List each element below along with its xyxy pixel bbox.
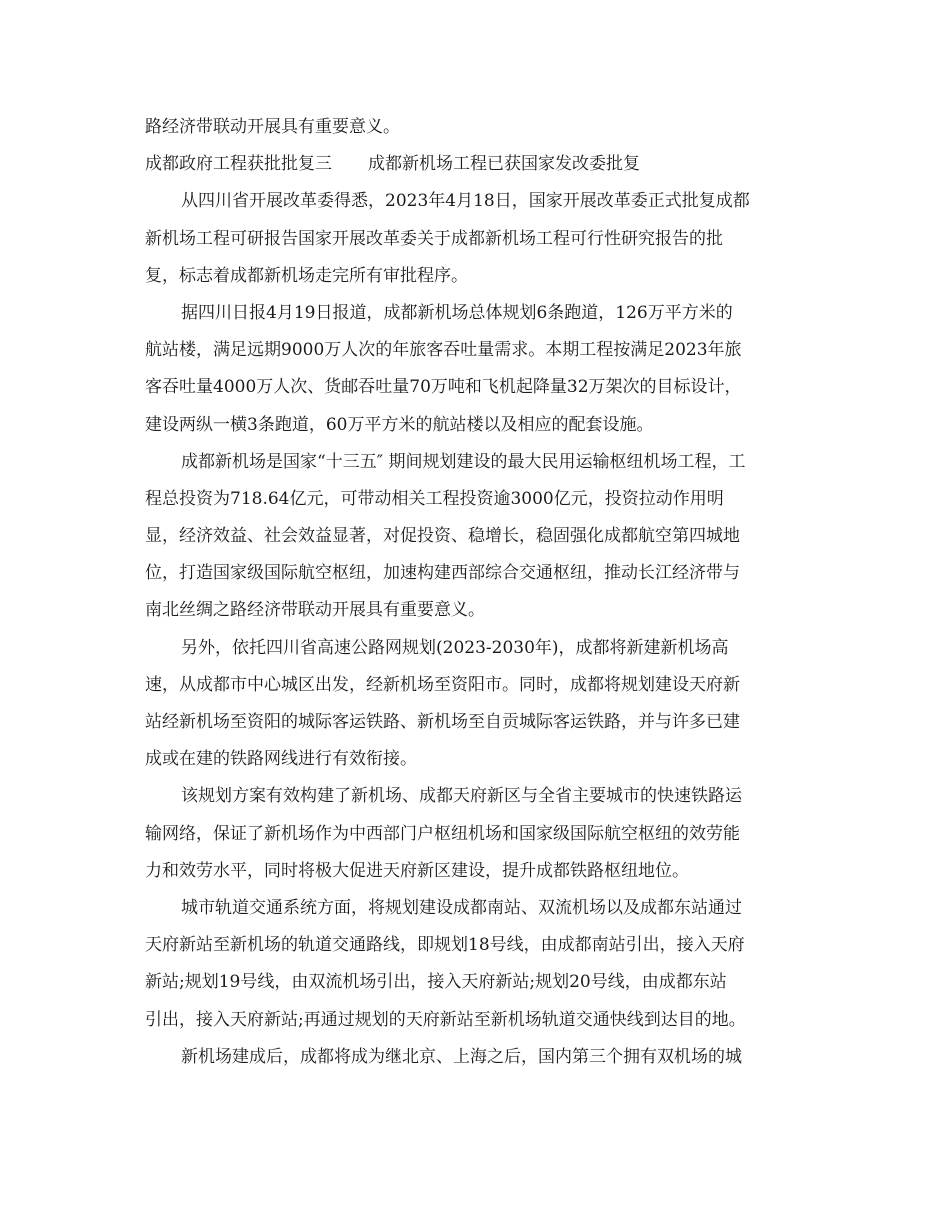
paragraph-start-line: 从四川省开展改革委得悉，2023年4月18日，国家开展改革委正式批复成都 <box>181 191 750 212</box>
text-line: 程总投资为718.64亿元，可带动相关工程投资逾3000亿元，投资拉动作用明 <box>145 488 724 509</box>
text-line: 显，经济效益、社会效益显著，对促投资、稳增长，稳固强化成都航空第四城地 <box>145 526 740 547</box>
text-line: 航站楼，满足远期9000万人次的年旅客吞吐量需求。本期工程按满足2023年旅 <box>145 340 742 361</box>
text-line: 成或在建的铁路网线进行有效衔接。 <box>145 749 417 770</box>
text-line: 力和效劳水平，同时将极大促进天府新区建设，提升成都铁路枢纽地位。 <box>145 860 689 881</box>
section-heading <box>145 146 810 183</box>
paragraph-start-line: 据四川日报4月19日报道，成都新机场总体规划6条跑道，126万平方米的 <box>181 302 733 323</box>
paragraph-start-line: 该规划方案有效构建了新机场、成都天府新区与全省主要城市的快速铁路运 <box>181 786 742 807</box>
text-line: 速，从成都市中心城区出发，经新机场至资阳市。同时，成都将规划建设天府新 <box>145 674 740 695</box>
text-line: 建设两纵一横3条跑道，60万平方米的航站楼以及相应的配套设施。 <box>145 414 654 435</box>
text-line: 位，打造国家级国际航空枢纽，加速构建西部综合交通枢纽，推动长江经济带与 <box>145 563 740 584</box>
paragraph-start-line: 另外，依托四川省高速公路网规划(2023-2030年)，成都将新建新机场高 <box>181 637 729 658</box>
text-line: 复，标志着成都新机场走完所有审批程序。 <box>145 265 468 286</box>
paragraph-start-line: 城市轨道交通系统方面，将规划建设成都南站、双流机场以及成都东站通过 <box>181 897 742 918</box>
text-line: 客吞吐量4000万人次、货邮吞吐量70万吨和飞机起降量32万架次的目标设计， <box>145 377 742 398</box>
heading-part-2: 成都新机场工程已获国家发改委批复 <box>368 154 640 175</box>
text-line: 输网络，保证了新机场作为中西部门户枢纽机场和国家级国际航空枢纽的效劳能 <box>145 823 740 844</box>
text-line: 新机场工程可研报告国家开展改革委关于成都新机场工程可行性研究报告的批 <box>145 228 723 249</box>
text-line: 路经济带联动开展具有重要意义。 <box>145 117 400 137</box>
text-line: 引出，接入天府新站;再通过规划的天府新站至新机场轨道交通快线到达目的地。 <box>145 1009 746 1030</box>
text-line: 新站;规划19号线，由双流机场引出，接入天府新站;规划20号线，由成都东站 <box>145 972 727 993</box>
text-line: 站经新机场至资阳的城际客运铁路、新机场至自贡城际客运铁路，并与许多已建 <box>145 712 740 732</box>
text-line: 天府新站至新机场的轨道交通路线，即规划18号线，由成都南站引出，接入天府 <box>145 935 745 956</box>
document-page <box>145 109 810 1076</box>
heading-part-1: 成都政府工程获批批复三 <box>145 154 332 175</box>
text-line: 南北丝绸之路经济带联动开展具有重要意义。 <box>145 600 485 621</box>
paragraph-start-line: 新机场建成后，成都将成为继北京、上海之后，国内第三个拥有双机场的城 <box>181 1046 742 1067</box>
paragraph-start-line: 成都新机场是国家“十三五″ 期间规划建设的最大民用运输枢纽机场工程，工 <box>181 451 746 472</box>
